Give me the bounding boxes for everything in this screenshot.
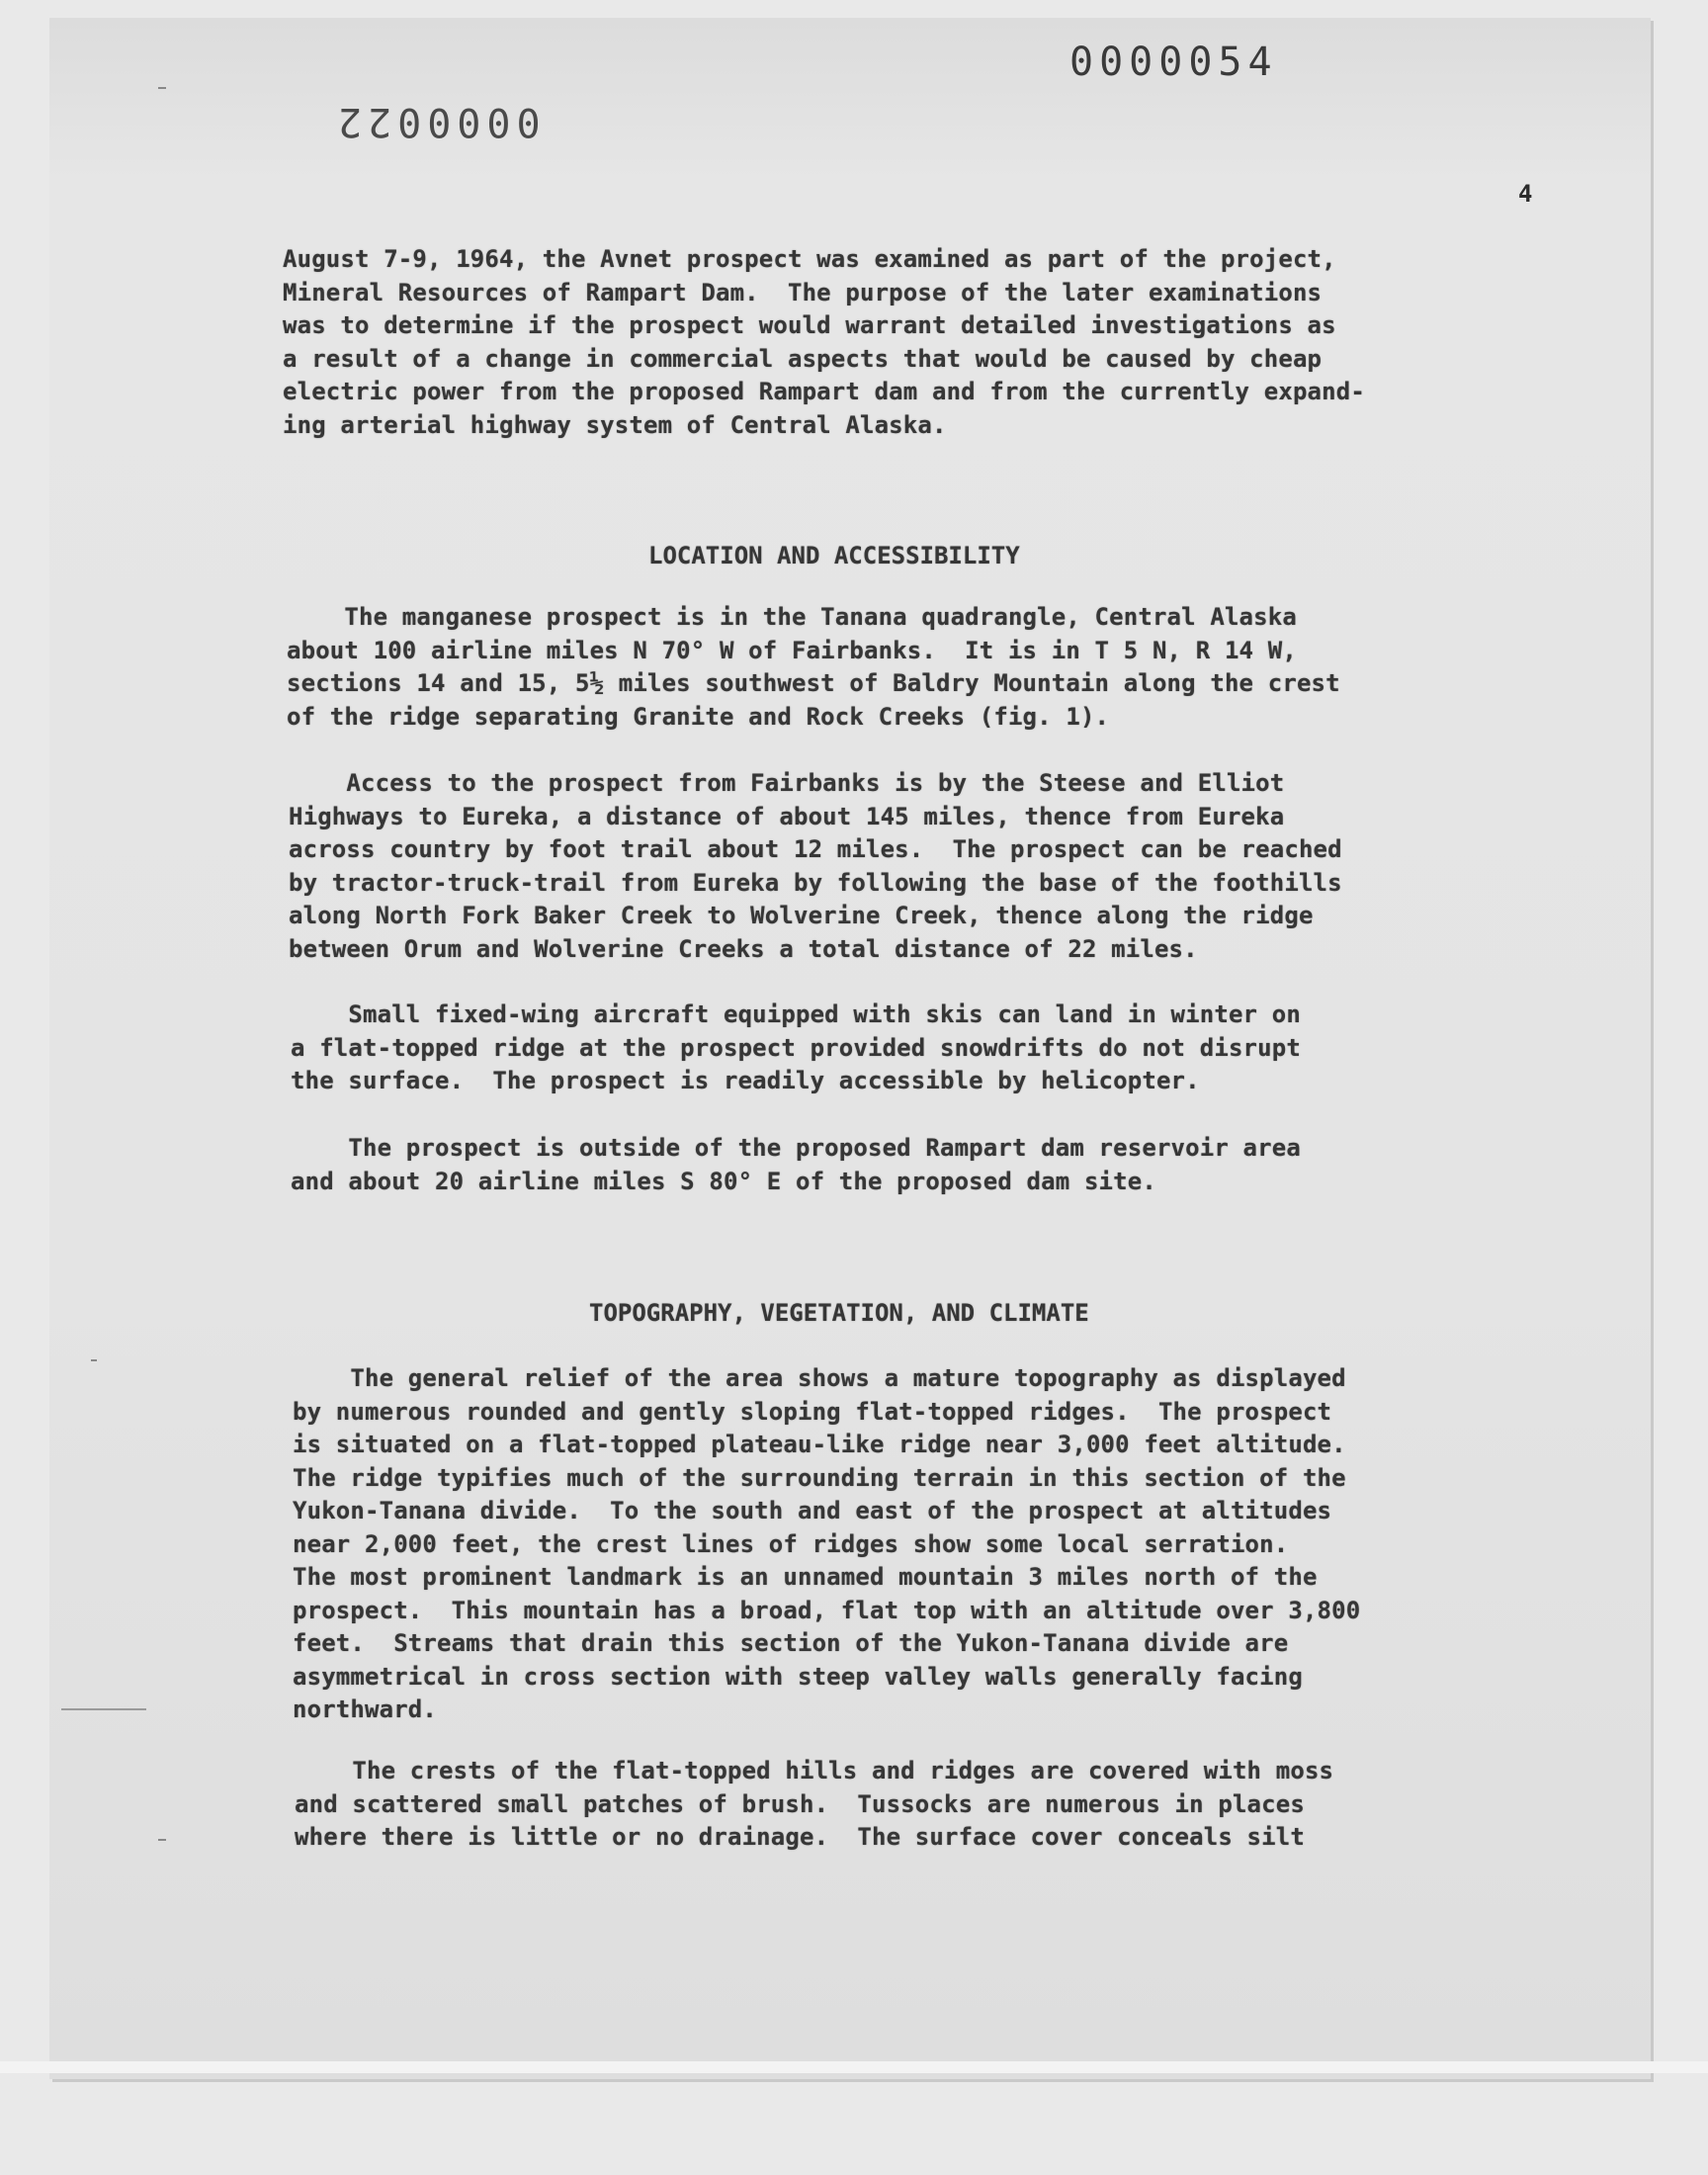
intro-paragraph: August 7-9, 1964, the Avnet prospect was examined as part of the project, Mineral Resources of Rampart Dam. The purpose of the later examinations was to determine if the prospect would warrant detailed investigations as a result of a change in commercial aspects that would be caused by cheap electric power from the proposed Rampart dam and from the currently expand- ing arterial highway system of Central Alaska. [283, 245, 1365, 439]
scan-speck [91, 1359, 97, 1361]
paragraph-location-1: The manganese prospect is in the Tanana quadrangle, Central Alaska about 100 airline miles N 70° W of Fairbanks. It is in T 5 N, R 14 W, sections 14 and 15, 5½ miles southwest of Baldry Mountain along the crest of the ridge separating Granite and Rock Creeks (fig. 1). [287, 603, 1340, 731]
page-number: 4 [1518, 180, 1533, 208]
scan-margin-line [61, 1708, 146, 1710]
document-number-stamp: 0000054 [1069, 40, 1278, 85]
inverted-document-number-stamp: 0000022 [332, 99, 541, 144]
paragraph-vegetation-2: The crests of the flat-topped hills and ridges are covered with moss and scattered small patches of brush. Tussocks are numerous in places where there is little or no drainage. The surface cover conceals silt [295, 1757, 1334, 1851]
paragraph-access-2: Access to the prospect from Fairbanks is by the Steese and Elliot Highways to Eureka, a distance of about 145 miles, thence from Eureka across country by foot trail about 12 miles. The prospect can be reached by tractor-truck-trail from Eureka by following the base of the foothills along North Fork Baker Creek to Wolverine Creek, thence along the ridge between Orum and Wolverine Creeks a total distance of 22 miles. [289, 769, 1342, 963]
scan-speck [158, 1839, 166, 1841]
paragraph-reservoir-4: The prospect is outside of the proposed Rampart dam reservoir area and about 20 airline miles S 80° E of the proposed dam site. [291, 1134, 1301, 1195]
paragraph-relief-1: The general relief of the area shows a mature topography as displayed by numerous rounded and gently sloping flat-topped ridges. The prospect is situated on a flat-topped plateau-like ridge near 3,000 feet altitude. The ridge typifies much of the surrounding terrain in this section of the Yukon-Tanana divide. To the south and east of the prospect at altitudes near 2,000 feet, the crest lines of ridges show some local serration. The most prominent landmark is an unnamed mountain 3 miles north of the prospect. This mountain has a broad, flat top with an altitude over 3,800 feet. Streams that drain this section of the Yukon-Tanana divide are asymmetrical in cross section with steep valley walls generally facing northward. [293, 1364, 1361, 1723]
page-bottom-edge [0, 2061, 1708, 2073]
scan-speck [158, 87, 166, 89]
section-heading-location: LOCATION AND ACCESSIBILITY [648, 542, 1020, 569]
paragraph-aircraft-3: Small fixed-wing aircraft equipped with skis can land in winter on a flat-topped ridge at the prospect provided snowdrifts do not disrupt the surface. The prospect is readily accessible by helicopter. [291, 1000, 1301, 1094]
section-heading-topography: TOPOGRAPHY, VEGETATION, AND CLIMATE [589, 1299, 1089, 1327]
